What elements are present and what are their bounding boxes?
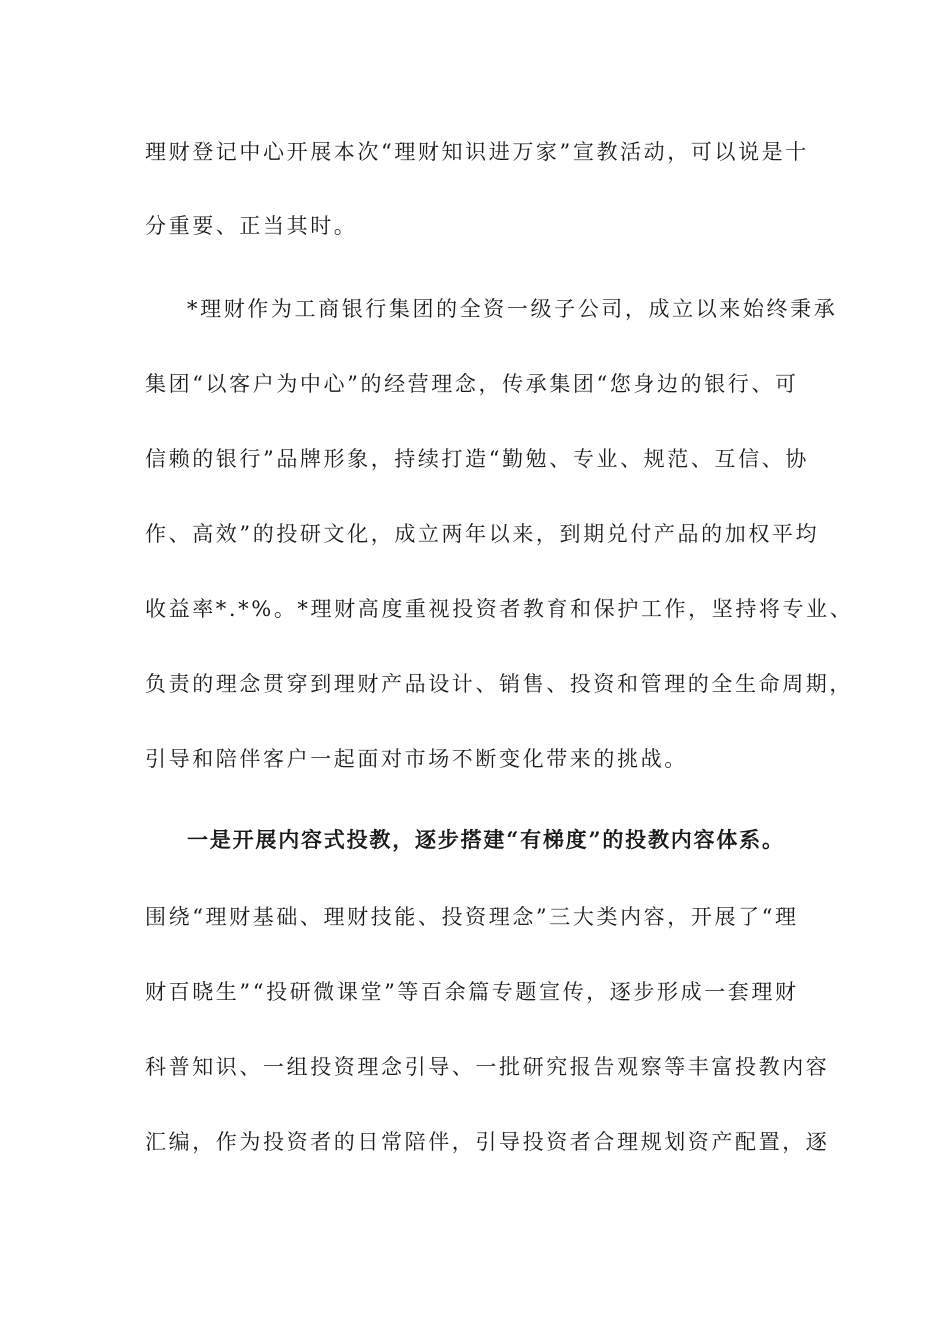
paragraph-line: 科普知识、一组投资理念引导、一批研究报告观察等丰富投教内容 (145, 1055, 830, 1079)
paragraph-line: 收益率*.*%。*理财高度重视投资者教育和保护工作，坚持将专业、 (145, 597, 854, 621)
section-heading: 一是开展内容式投教，逐步搭建“有梯度”的投教内容体系。 (187, 827, 785, 852)
paragraph-line: 负责的理念贯穿到理财产品设计、销售、投资和管理的全生命周期， (145, 672, 853, 696)
paragraph-line: 信赖的银行”品牌形象，持续打造“勤勉、专业、规范、互信、协 (145, 447, 809, 471)
paragraph-line: 引导和陪伴客户一起面对市场不断变化带来的挑战。 (145, 747, 688, 771)
paragraph-line: 作、高效”的投研文化，成立两年以来，到期兑付产品的加权平均 (145, 522, 820, 546)
paragraph-line: 分重要、正当其时。 (145, 214, 358, 238)
paragraph-line: 财百晓生”“投研微课堂”等百余篇专题宣传，逐步形成一套理财 (145, 980, 799, 1004)
paragraph-line: 汇编，作为投资者的日常陪伴，引导投资者合理规划资产配置，逐 (145, 1130, 830, 1154)
paragraph-line: 集团“以客户为中心”的经营理念，传承集团“您身边的银行、可 (145, 372, 799, 396)
paragraph-line: 理财登记中心开展本次“理财知识进万家”宣教活动，可以说是十 (145, 140, 809, 164)
paragraph-line: *理财作为工商银行集团的全资一级子公司，成立以来始终秉承 (187, 297, 838, 321)
paragraph-line: 围绕“理财基础、理财技能、投资理念”三大类内容，开展了“理 (145, 905, 799, 929)
